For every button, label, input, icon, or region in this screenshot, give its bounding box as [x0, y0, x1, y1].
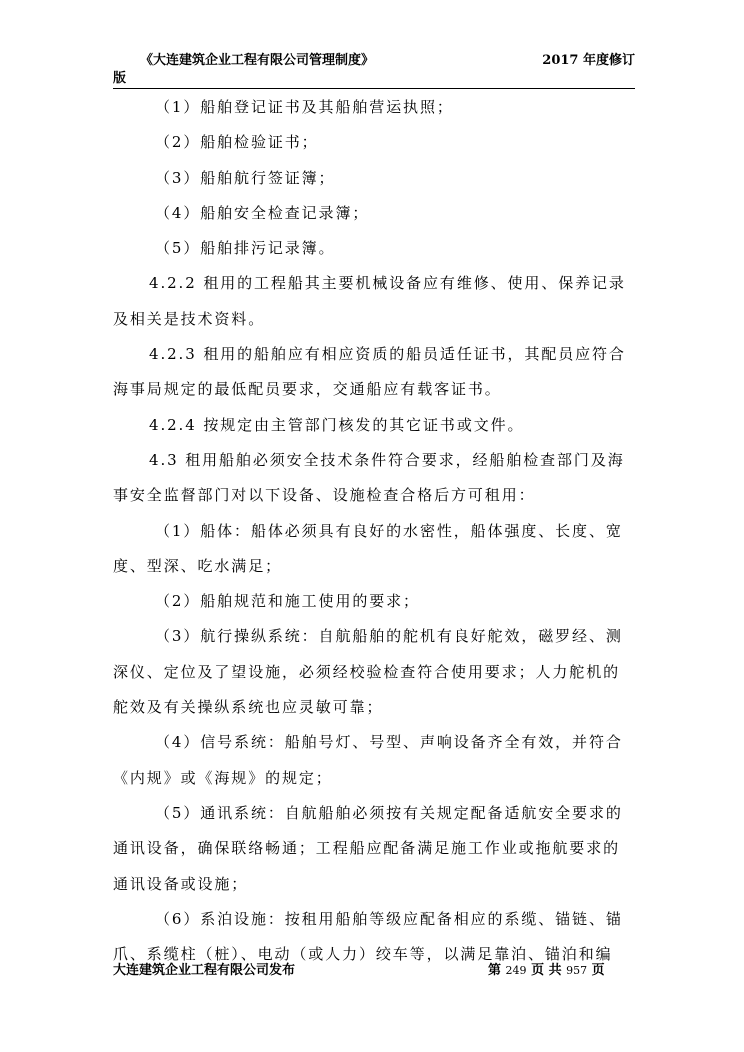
list-item: （4）信号系统：船舶号灯、号型、声响设备齐全有效，并符合《内规》或《海规》的规定； [113, 733, 623, 787]
list-item: （1）船体：船体必须具有良好的水密性，船体强度、长度、宽度、型深、吃水满足； [113, 521, 623, 575]
publisher-label: 大连建筑企业工程有限公司发布 [113, 963, 296, 978]
page-header [113, 52, 635, 88]
clause-paragraph: 4.3 租用船舶必须安全技术条件符合要求，经船舶检查部门及海事安全监督部门对以下设备、设施检查合格后方可租用： [113, 450, 625, 505]
clause-paragraph: 4.2.3 租用的船舶应有相应资质的船员适任证书，其配员应符合海事局规定的最低配员要求，交通船应有载客证书。 [113, 345, 626, 399]
current-page: 249 [505, 964, 527, 977]
total-pages: 957 [566, 964, 588, 977]
list-item: （3）船舶航行签证簿； [155, 168, 336, 187]
list-item: （5）通讯系统：自航船舶必须按有关规定配备适航安全要求的通讯设备，确保联络畅通；工程船应配备满足施工作业或拖航要求的通讯设备或设施； [113, 803, 623, 893]
list-item: （3）航行操纵系统：自航船舶的舵机有良好舵效，磁罗经、测深仪、定位及了望设施，必须经校验检查符合使用要求；人力舵机的舵效及有关操纵系统也应灵敏可靠； [113, 627, 623, 717]
revision-edition-wrap: 版 [113, 71, 127, 86]
header-divider [113, 88, 635, 89]
list-item: （4）船舶安全检查记录簿； [155, 203, 370, 222]
revision-edition: 2017 年度修订 [542, 53, 635, 68]
list-item: （6）系泊设施：按租用船舶等级应配备相应的系缆、锚链、锚爪、系缆柱（桩）、电动（或人力）绞车等，以满足靠泊、锚泊和编 [113, 909, 623, 964]
list-item: （2）船舶规范和施工使用的要求； [155, 592, 420, 611]
page-number: 第 249 页 共 957 页 [488, 963, 605, 978]
list-item: （2）船舶检验证书； [155, 133, 319, 152]
page-footer [113, 962, 635, 980]
clause-paragraph: 4.2.4 按规定由主管部门核发的其它证书或文件。 [149, 415, 525, 434]
body-content [113, 90, 635, 972]
clause-paragraph: 4.2.2 租用的工程船其主要机械设备应有维修、使用、保养记录及相关是技术资料。 [113, 274, 626, 328]
document-title: 《大连建筑企业工程有限公司管理制度》 [140, 53, 375, 68]
list-item: （1）船舶登记证书及其船舶营运执照； [155, 98, 454, 116]
list-item: （5）船舶排污记录簿。 [155, 239, 336, 258]
